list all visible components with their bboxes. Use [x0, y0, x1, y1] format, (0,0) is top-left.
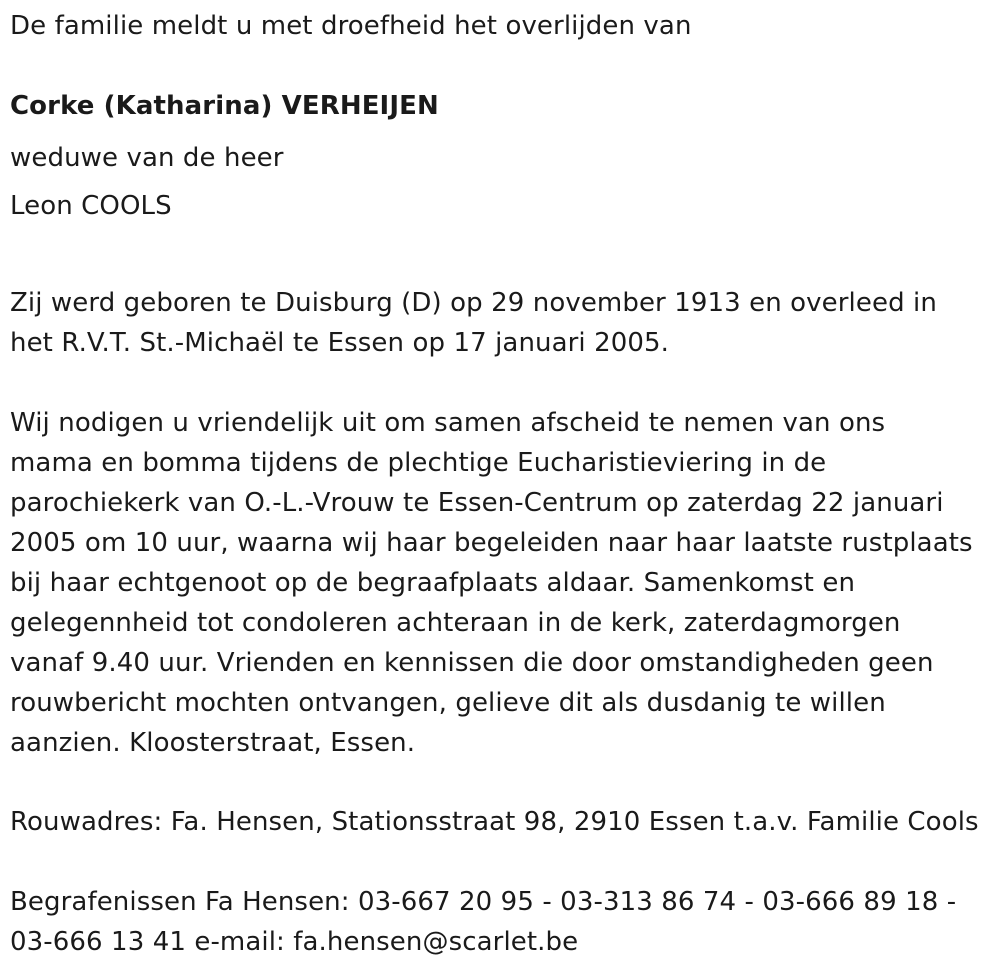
birth-death-paragraph [10, 283, 995, 363]
address-line: Rouwadres: Fa. Hensen, Stationsstraat 98, 2910 Essen t.a.v. Familie Cools [10, 807, 979, 837]
paragraph-line: het R.V.T. St.-Michaël te Essen op 17 januari 2005. [10, 328, 670, 358]
contact-line: 03-666 13 41 e-mail: fa.hensen@scarlet.be [10, 927, 579, 957]
obituary-notice [10, 6, 995, 962]
relation-text: weduwe van de heer [10, 143, 284, 173]
paragraph-line: 2005 om 10 uur, waarna wij haar begeleiden naar haar laatste rustplaats [10, 528, 973, 558]
paragraph-line: Zij werd geboren te Duisburg (D) op 29 november 1913 en overleed in [10, 288, 937, 318]
invitation-paragraph [10, 403, 995, 763]
funeral-home-contact [10, 882, 995, 962]
spouse-name: Leon COOLS [10, 191, 172, 221]
contact-line: Begrafenissen Fa Hensen: 03-667 20 95 - 03-313 86 74 - 03-666 89 18 - [10, 887, 957, 917]
mourning-address [10, 802, 995, 842]
paragraph-line: vanaf 9.40 uur. Vrienden en kennissen die door omstandigheden geen [10, 648, 934, 678]
paragraph-line: parochiekerk van O.-L.-Vrouw te Essen-Centrum op zaterdag 22 januari [10, 488, 944, 518]
paragraph-line: aanzien. Kloosterstraat, Essen. [10, 728, 416, 758]
paragraph-line: mama en bomma tijdens de plechtige Eucharistieviering in de [10, 448, 827, 478]
paragraph-line: rouwbericht mochten ontvangen, gelieve dit als dusdanig te willen [10, 688, 886, 718]
paragraph-line: bij haar echtgenoot op de begraafplaats aldaar. Samenkomst en [10, 568, 856, 598]
paragraph-line: Wij nodigen u vriendelijk uit om samen afscheid te nemen van ons [10, 408, 886, 438]
paragraph-line: gelegennheid tot condoleren achteraan in de kerk, zaterdagmorgen [10, 608, 901, 638]
intro-text: De familie meldt u met droefheid het overlijden van [10, 11, 692, 41]
deceased-name: Corke (Katharina) VERHEIJEN [10, 91, 439, 121]
